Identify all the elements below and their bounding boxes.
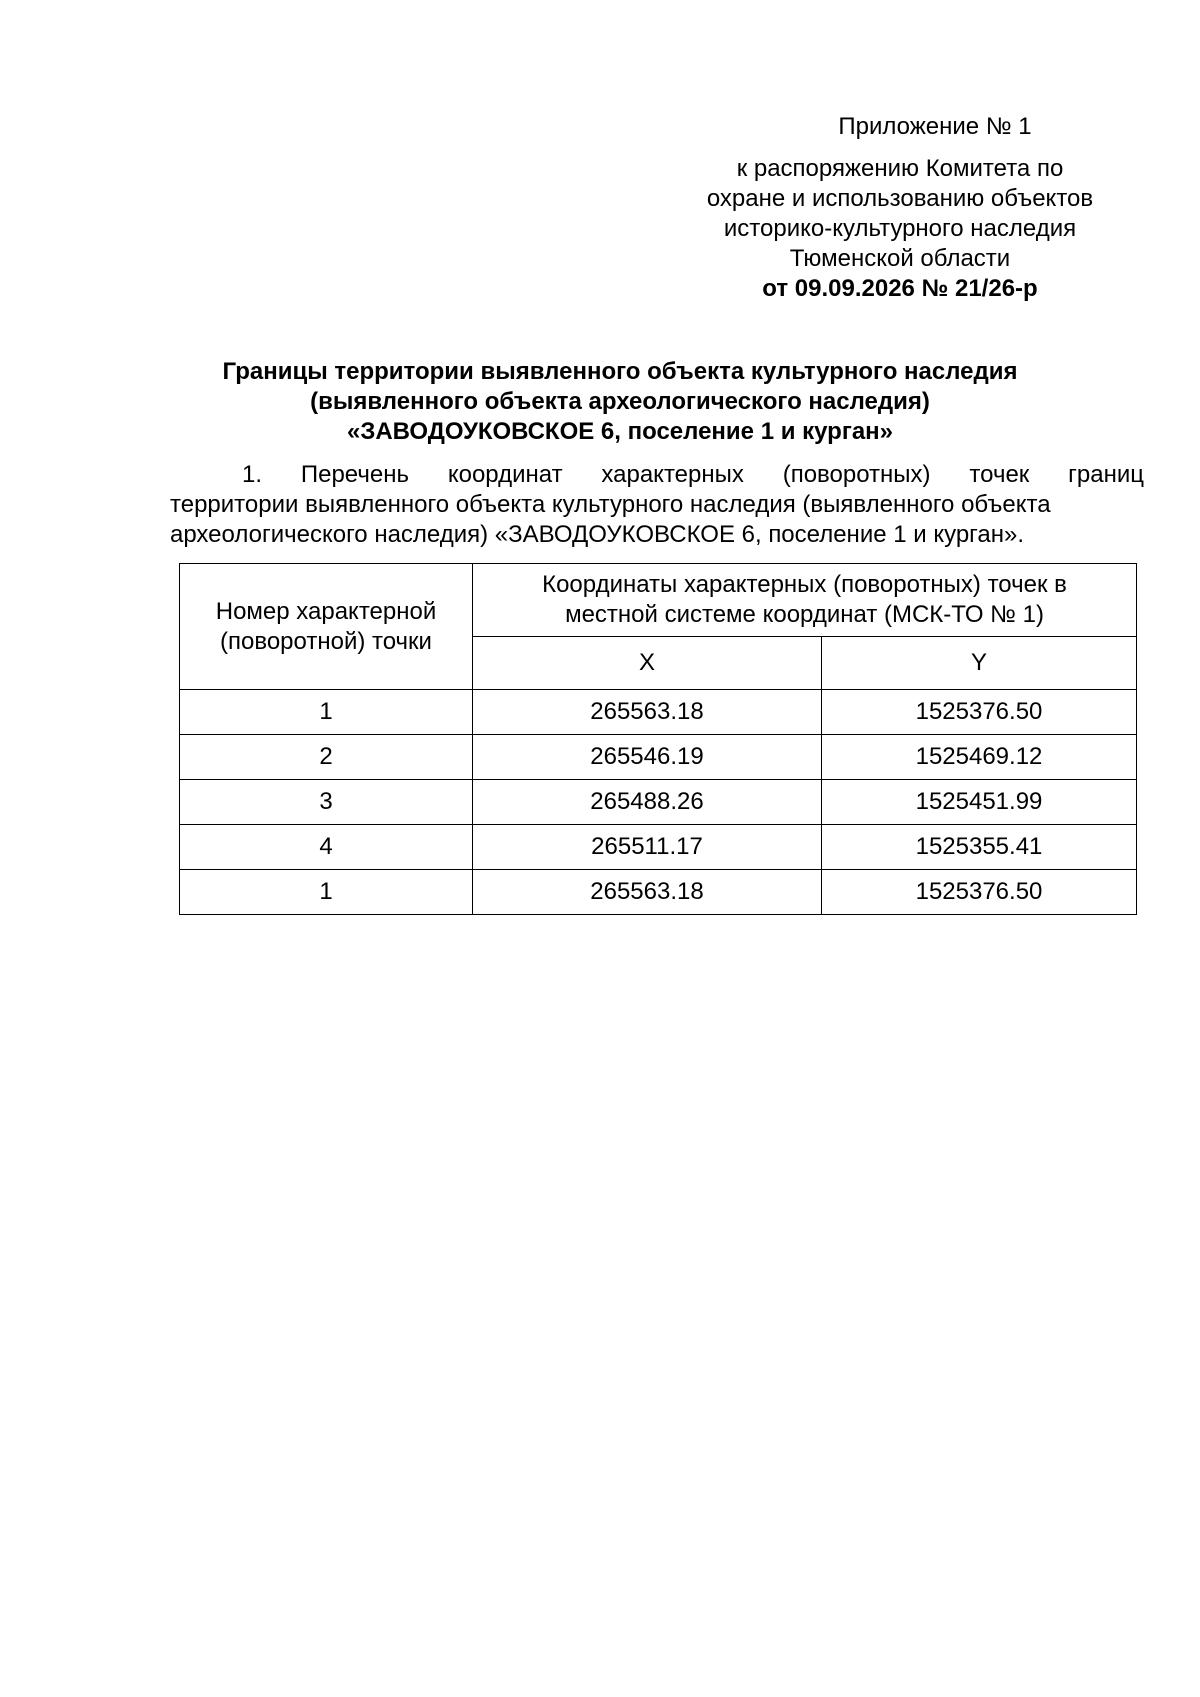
header-text: Номер характерной: [215, 597, 437, 625]
paragraph-line: археологического наследия) «ЗАВОДОУКОВСКОЕ 6, поселение 1 и курган».: [170, 521, 1025, 548]
heading-line: «ЗАВОДОУКОВСКОЕ 6, поселение 1 и курган»: [346, 418, 894, 445]
appendix-line: историко-культурного наследия: [723, 215, 1077, 242]
cell-x: 265511.17: [473, 825, 822, 870]
cell-point: 2: [180, 735, 473, 780]
appendix-line: к распоряжению Комитета по: [736, 155, 1064, 182]
header-text: Координаты характерных (поворотных) точек в: [542, 571, 1067, 598]
appendix-date-number: от 09.09.2026 № 21/26-р: [762, 275, 1038, 302]
header-text: местной системе координат (МСК-ТО № 1): [565, 601, 1044, 628]
heading-line: Границы территории выявленного объекта культурного наследия: [222, 358, 1018, 385]
table-row: [180, 735, 1137, 780]
cell-x: 265488.26: [473, 780, 822, 825]
cell-point: 4: [180, 825, 473, 870]
table-row: [180, 690, 1137, 735]
cell-y: 1525376.50: [822, 690, 1137, 735]
body-paragraph: [170, 460, 1144, 550]
cell-y: 1525451.99: [822, 780, 1137, 825]
header-text: (поворотной) точки: [220, 627, 432, 655]
heading-line: (выявленного объекта археологического наследия): [310, 388, 930, 415]
paragraph-line: территории выявленного объекта культурного наследия (выявленного объекта: [170, 491, 1051, 518]
appendix-block: [660, 112, 1140, 304]
coordinates-table: [179, 563, 1137, 915]
cell-y: 1525355.41: [822, 825, 1137, 870]
cell-y: 1525469.12: [822, 735, 1137, 780]
cell-point: 1: [180, 690, 473, 735]
header-y: Y: [822, 637, 1137, 690]
cell-point: 3: [180, 780, 473, 825]
header-x: X: [473, 637, 822, 690]
table-row: [180, 825, 1137, 870]
appendix-line: охране и использованию объектов: [706, 185, 1094, 212]
cell-x: 265563.18: [473, 870, 822, 915]
table-row: [180, 780, 1137, 825]
paragraph-line: 1. Перечень координат характерных (поворотных) точек границ: [242, 461, 1144, 488]
document-heading: [170, 357, 1070, 447]
header-coordinates: [473, 564, 1137, 637]
cell-x: 265546.19: [473, 735, 822, 780]
cell-y: 1525376.50: [822, 870, 1137, 915]
appendix-title: Приложение № 1: [838, 113, 1032, 140]
cell-x: 265563.18: [473, 690, 822, 735]
appendix-line: Тюменской области: [789, 245, 1011, 272]
cell-point: 1: [180, 870, 473, 915]
table-row: [180, 870, 1137, 915]
header-point-number: [180, 564, 473, 690]
